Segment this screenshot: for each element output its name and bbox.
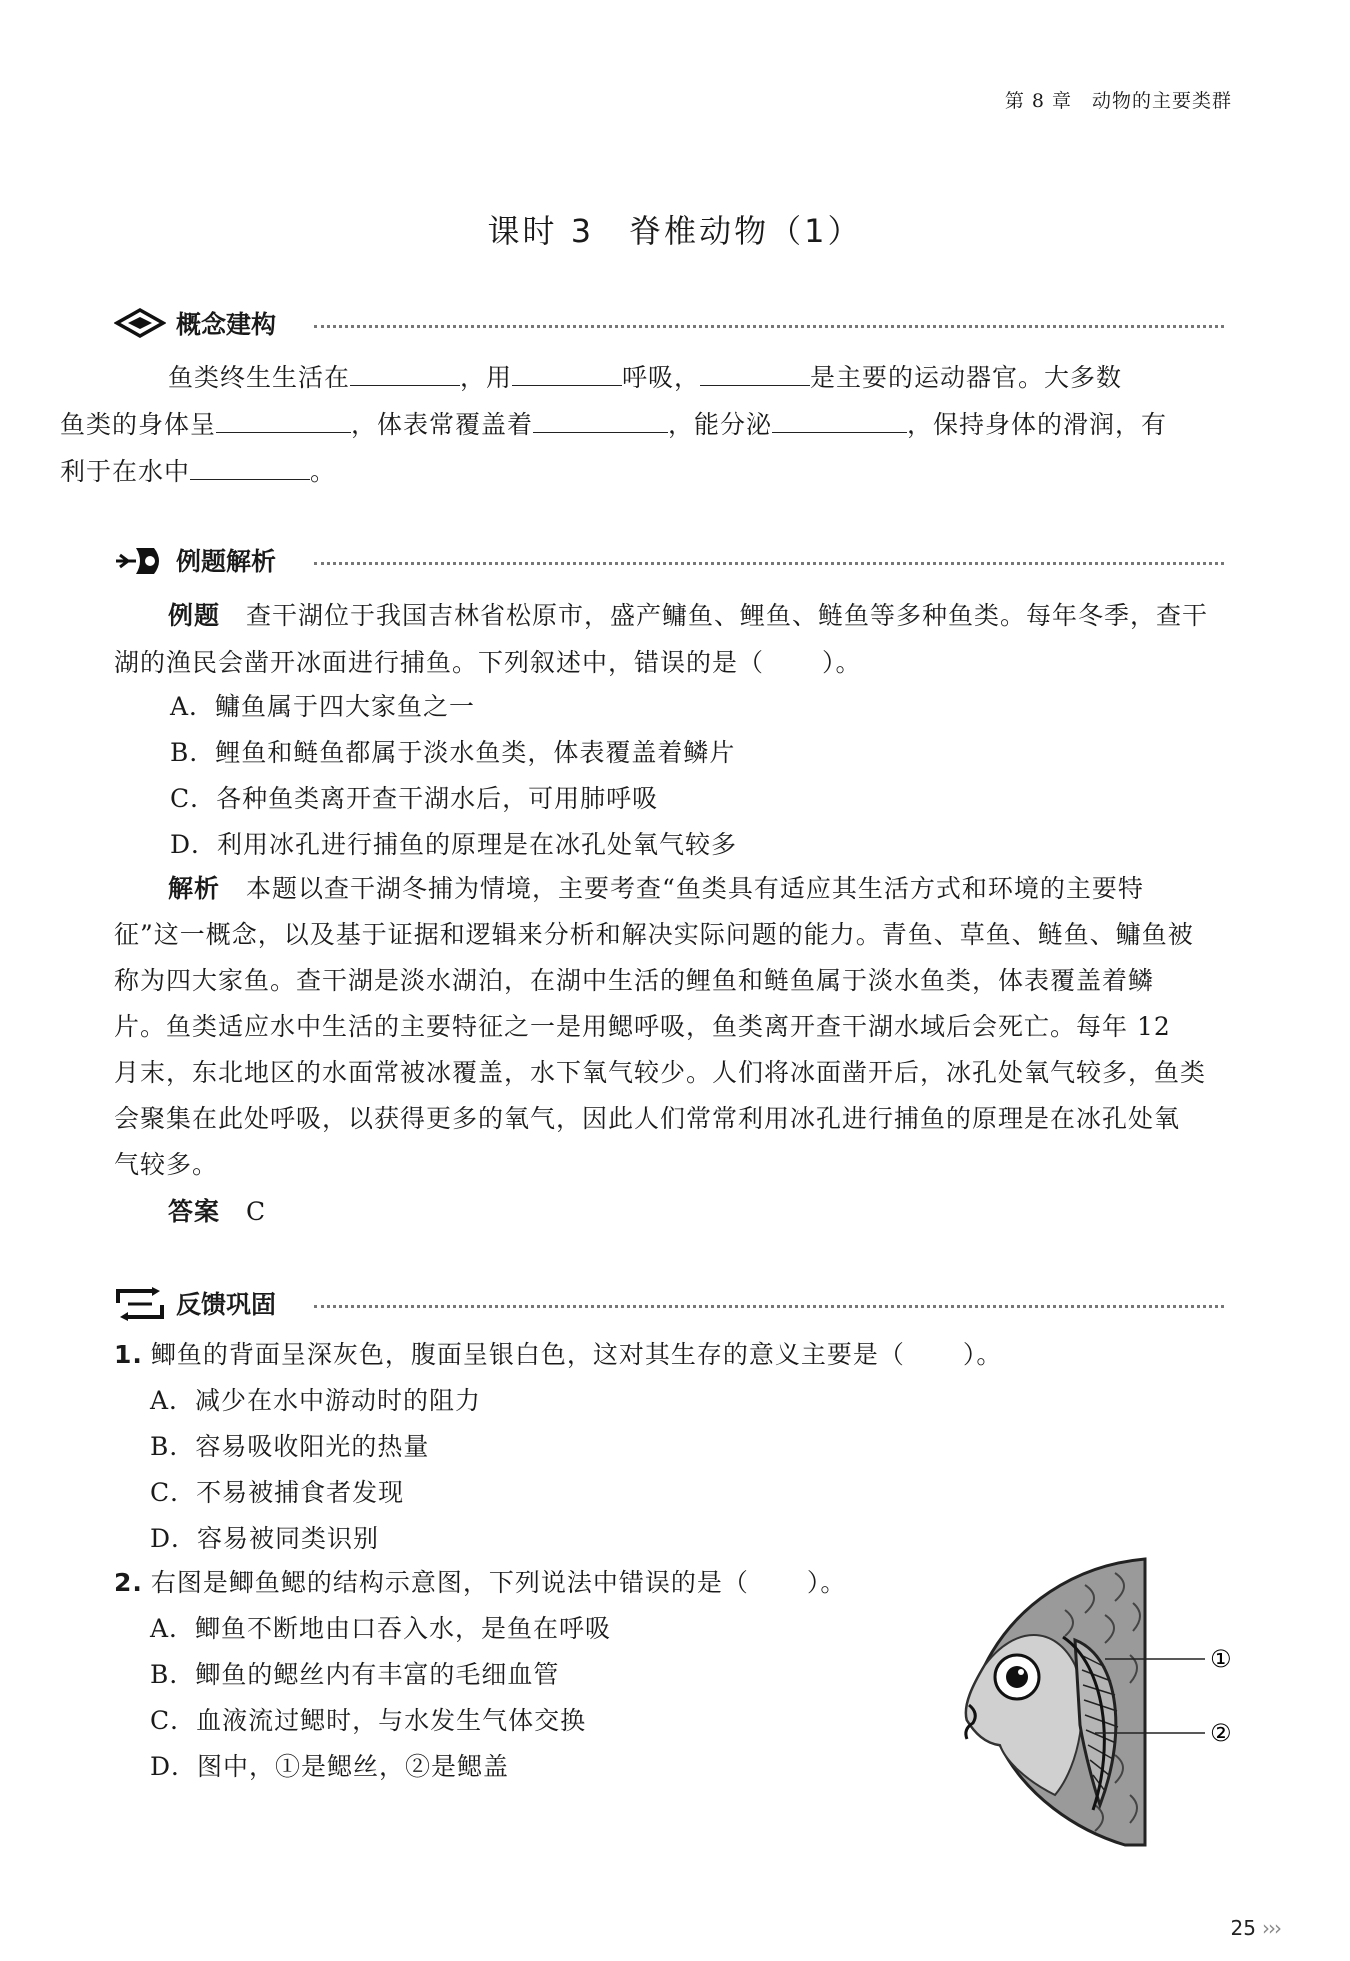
blank-5[interactable]	[533, 404, 668, 433]
question-2: 2. 右图是鲫鱼鳃的结构示意图，下列说法中错误的是（ ）。	[114, 1568, 847, 1597]
page-number-block	[1231, 1916, 1280, 1940]
answer-tag: 答案	[168, 1197, 221, 1226]
section-divider	[314, 1305, 1224, 1308]
option-b[interactable]: B．容易吸收阳光的热量	[150, 1432, 430, 1461]
concept-paragraph: 鱼类终生生活在 ，用 呼吸， 是主要的运动器官。大多数 鱼类的身体呈 ，体表常覆盖着 ，能分泌 ，保持身体的滑润，有 利于在水中 。	[114, 354, 1230, 495]
section-example-header	[114, 542, 1224, 582]
section-feedback-header	[114, 1285, 1224, 1325]
example-options	[170, 684, 737, 868]
analysis-tag: 解析	[168, 874, 221, 903]
section-concept-header	[114, 305, 1224, 345]
option-a[interactable]: A．减少在水中游动时的阻力	[150, 1386, 482, 1415]
question-1-options	[150, 1378, 481, 1562]
blank-1[interactable]	[350, 357, 460, 386]
option-a[interactable]: A．鳙鱼属于四大家鱼之一	[170, 692, 476, 721]
section-divider	[314, 325, 1224, 328]
target-arrow-icon	[114, 544, 166, 578]
section-example-label: 例题解析	[176, 547, 277, 576]
option-b[interactable]: B．鲫鱼的鳃丝内有丰富的毛细血管	[150, 1660, 560, 1689]
option-b[interactable]: B．鲤鱼和鲢鱼都属于淡水鱼类，体表覆盖着鳞片	[170, 738, 736, 767]
option-d[interactable]: D．容易被同类识别	[150, 1524, 380, 1553]
section-concept-label: 概念建构	[176, 310, 277, 339]
blank-3[interactable]	[700, 357, 810, 386]
section-divider	[314, 562, 1224, 565]
blank-4[interactable]	[216, 404, 351, 433]
refresh-icon	[114, 1287, 166, 1321]
blank-2[interactable]	[512, 357, 622, 386]
option-c[interactable]: C．不易被捕食者发现	[150, 1478, 405, 1507]
analysis-block: 解析 本题以查干湖冬捕为情境，主要考查“鱼类具有适应其生活方式和环境的主要特 征”这一概念，以及基于证据和逻辑来分析和解决实际问题的能力。青鱼、草鱼、鲢鱼、鳙鱼被 称为四大家鱼。查干湖是淡水湖泊，在湖中生活的鲤鱼和鲢鱼属于淡水鱼类，体表覆盖着鳞 片。鱼类适应水中生活的主要特征之一是用鳃呼吸，鱼类离开查干湖水域后会死亡。每年 12 月末，东北地区的水面常被冰覆盖，水下氧气较少。人们将冰面凿开后，冰孔处氧气较多，鱼类 会聚集在此处呼吸，以获得更多的氧气，因此人们常常利用冰孔进行捕鱼的原理是在冰孔处氧 气较多。	[114, 874, 1207, 1179]
question-2-options	[150, 1606, 611, 1790]
option-d[interactable]: D．图中，①是鳃丝，②是鳃盖	[150, 1752, 510, 1781]
section-feedback-label: 反馈巩固	[176, 1290, 277, 1319]
option-c[interactable]: C．血液流过鳃时，与水发生气体交换	[150, 1706, 587, 1735]
option-a[interactable]: A．鲫鱼不断地由口吞入水，是鱼在呼吸	[150, 1614, 612, 1643]
example-question: 例题 查干湖位于我国吉林省松原市，盛产鳙鱼、鲤鱼、鲢鱼等多种鱼类。每年冬季，查干 湖的渔民会凿开冰面进行捕鱼。下列叙述中，错误的是（ ）。	[114, 601, 1209, 677]
question-1: 1. 鲫鱼的背面呈深灰色，腹面呈银白色，这对其生存的意义主要是（ ）。	[114, 1340, 1003, 1369]
option-d[interactable]: D．利用冰孔进行捕鱼的原理是在冰孔处氧气较多	[170, 830, 738, 859]
answer-value: C	[246, 1197, 267, 1226]
blank-6[interactable]	[772, 404, 907, 433]
figure-label-1: ①	[1210, 1645, 1232, 1673]
option-c[interactable]: C．各种鱼类离开查干湖水后，可用肺呼吸	[170, 784, 659, 813]
answer-line	[114, 1188, 1230, 1235]
layers-icon	[114, 307, 166, 341]
page-number: 25	[1230, 1916, 1256, 1940]
question-1-number: 1.	[114, 1340, 143, 1369]
figure-label-2: ②	[1210, 1719, 1232, 1747]
chevron-right-icon: ›››	[1262, 1916, 1280, 1940]
chapter-header: 第 8 章 动物的主要类群	[1004, 90, 1232, 112]
question-2-number: 2.	[114, 1568, 143, 1597]
page-title: 课时 3 脊椎动物（1）	[487, 212, 863, 250]
blank-7[interactable]	[190, 451, 310, 480]
fish-gill-figure	[955, 1555, 1255, 1855]
example-tag: 例题	[168, 601, 221, 630]
